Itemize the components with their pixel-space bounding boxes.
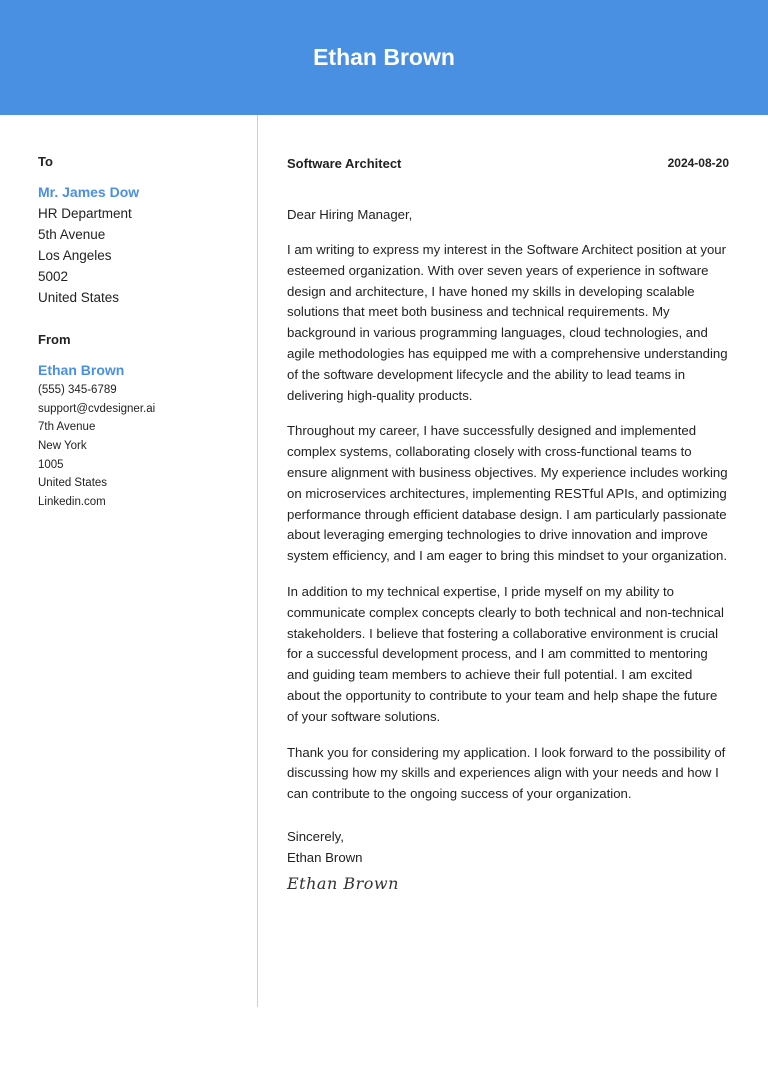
paragraph: Throughout my career, I have successfully designed and implemented complex systems, collaborating closely with cross-functional teams to ensure alignment with business objectives. My experience includes working on microservices architectures, implementing RESTful APIs, and optimizing performance through efficient database design. I am particularly passionate about leveraging emerging technologies to drive innovation and improve system efficiency, and I am eager to bring this mindset to your organization. bbox=[287, 423, 728, 564]
sidebar bbox=[38, 152, 248, 512]
closing-phrase: Sincerely, bbox=[287, 828, 344, 844]
sender-phone: (555) 345-6789 bbox=[38, 384, 117, 396]
paragraph: In addition to my technical expertise, I pride myself on my ability to communicate complex concepts clearly to both technical and non-technical stakeholders. I believe that fostering a collaborative environment is crucial for a successful development process, and I am committed to mentoring and guiding team members to achieve their full potential. I am excited about the opportunity to contribute to your team and help shape the future of your software solutions. bbox=[287, 583, 724, 724]
sender-line: New York bbox=[38, 440, 87, 453]
paragraph: I am writing to express my interest in the Software Architect position at your esteemed organization. With over seven years of experience in software design and architecture, I have honed my skills in developing scalable solutions that meet both business and technical requirements. My background in various programming languages, cloud technologies, and agile methodologies has equipped me with a comprehensive understanding of the software development lifecycle and the ability to lead teams in delivering high-quality products. bbox=[287, 242, 728, 403]
paragraph: Thank you for considering my application. I look forward to the possibility of discussing how my skills and experiences align with your needs and how I can contribute to the ongoing success of your organization. bbox=[287, 744, 726, 802]
recipient-line: 5th Avenue bbox=[38, 227, 106, 242]
sender-line: 1005 bbox=[38, 458, 64, 471]
recipient-line: HR Department bbox=[38, 206, 132, 221]
sender-website: Linkedin.com bbox=[38, 496, 106, 509]
closing bbox=[287, 826, 729, 868]
recipient-line: United States bbox=[38, 290, 120, 305]
header-name: Ethan Brown bbox=[313, 44, 455, 70]
salutation: Dear Hiring Manager, bbox=[287, 207, 413, 222]
letter-date: 2024-08-20 bbox=[667, 156, 729, 170]
to-label: To bbox=[38, 154, 53, 169]
letter-topline bbox=[287, 152, 729, 174]
sender-line: 7th Avenue bbox=[38, 421, 96, 434]
recipient-line: 5002 bbox=[38, 269, 69, 284]
signature: Ethan Brown bbox=[287, 873, 399, 893]
closing-name: Ethan Brown bbox=[287, 849, 363, 865]
sender-line: United States bbox=[38, 477, 108, 490]
header-banner bbox=[0, 0, 768, 115]
job-title: Software Architect bbox=[287, 155, 402, 171]
from-label: From bbox=[38, 332, 71, 347]
sender-name: Ethan Brown bbox=[38, 362, 125, 378]
sender-email: support@cvdesigner.ai bbox=[38, 402, 156, 415]
column-divider bbox=[257, 115, 258, 1007]
recipient-name: Mr. James Dow bbox=[38, 184, 140, 200]
recipient-line: Los Angeles bbox=[38, 248, 112, 263]
letter-body bbox=[287, 152, 729, 893]
